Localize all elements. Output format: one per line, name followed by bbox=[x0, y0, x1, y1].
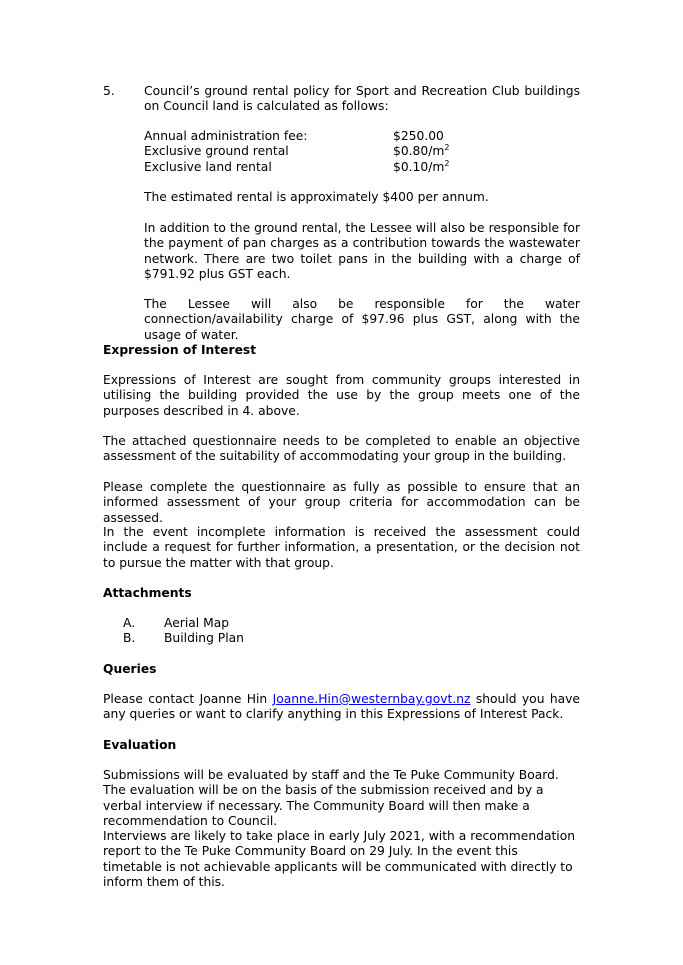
unit-superscript: 2 bbox=[444, 158, 450, 168]
fee-row bbox=[144, 160, 580, 175]
expression-paragraph: The attached questionnaire needs to be completed to enable an objective assessment of the suitability of accommodating your group in the building. bbox=[103, 434, 580, 464]
fee-value-text: $0.10/m bbox=[393, 159, 445, 174]
fee-value bbox=[393, 160, 449, 175]
fee-value-text: $0.80/m bbox=[393, 144, 445, 159]
fee-row bbox=[144, 129, 580, 144]
fee-value bbox=[393, 144, 449, 159]
attachment-label: Aerial Map bbox=[164, 616, 230, 630]
section-heading-queries: Queries bbox=[103, 662, 157, 676]
queries-paragraph bbox=[103, 692, 580, 723]
fee-value: $250.00 bbox=[393, 129, 444, 143]
rental-estimate: The estimated rental is approximately $400 per annum. bbox=[144, 190, 489, 204]
water-charge-paragraph: The Lessee will also be responsible for the water connection/availability charge of $97.96 plus GST, along with the usage of water. bbox=[144, 297, 580, 342]
contact-email-link[interactable]: Joanne.Hin@westernbay.govt.nz bbox=[272, 692, 471, 706]
fee-label: Exclusive land rental bbox=[144, 159, 272, 174]
pan-charges-paragraph: In addition to the ground rental, the Lessee will also be responsible for the payment of pan charges as a contribution towards the wastewater network. There are two toilet pans in the building with a charge of $791.92 plus GST each. bbox=[144, 221, 580, 281]
evaluation-paragraph: Interviews are likely to take place in early July 2021, with a recommendation report to the Te Puke Community Board on 29 July. In the event this timetable is not achievable applicants will be communicated with directly to inform them of this. bbox=[103, 829, 576, 889]
queries-text-before: Please contact Joanne Hin bbox=[103, 692, 273, 706]
evaluation-paragraph: Submissions will be evaluated by staff and the Te Puke Community Board. The evaluation will be on the basis of the submission received and by a verbal interview if necessary. The Community Board will then make a recommendation to Council. bbox=[103, 768, 559, 828]
section-heading-expression: Expression of Interest bbox=[103, 343, 257, 357]
fee-label: Exclusive ground rental bbox=[144, 144, 289, 159]
expression-paragraph: Please complete the questionnaire as fully as possible to ensure that an informed assessment of your group criteria for accommodation can be assessed. bbox=[103, 480, 580, 525]
item-number: 5. bbox=[103, 84, 115, 98]
fee-table bbox=[144, 129, 580, 175]
expression-paragraph: In the event incomplete information is received the assessment could include a request for further information, a presentation, or the decision not to pursue the matter with that group. bbox=[103, 525, 580, 570]
unit-superscript: 2 bbox=[444, 143, 450, 153]
fee-label: Annual administration fee: bbox=[144, 129, 308, 143]
fee-row bbox=[144, 144, 580, 159]
expression-paragraph: Expressions of Interest are sought from community groups interested in utilising the building provided the use by the group meets one of the purposes described in 4. above. bbox=[103, 373, 580, 418]
attachment-letter: B. bbox=[123, 631, 136, 646]
attachment-label: Building Plan bbox=[164, 631, 244, 646]
rental-policy-intro: Council’s ground rental policy for Sport and Recreation Club buildings on Council land is calculated as follows: bbox=[144, 84, 580, 114]
section-heading-evaluation: Evaluation bbox=[103, 738, 177, 752]
queries-text-after: should you have any queries or want to clarify anything in this Expressions of Interest Pack. bbox=[103, 692, 580, 722]
section-heading-attachments: Attachments bbox=[103, 586, 192, 600]
attachment-letter: A. bbox=[123, 616, 136, 630]
